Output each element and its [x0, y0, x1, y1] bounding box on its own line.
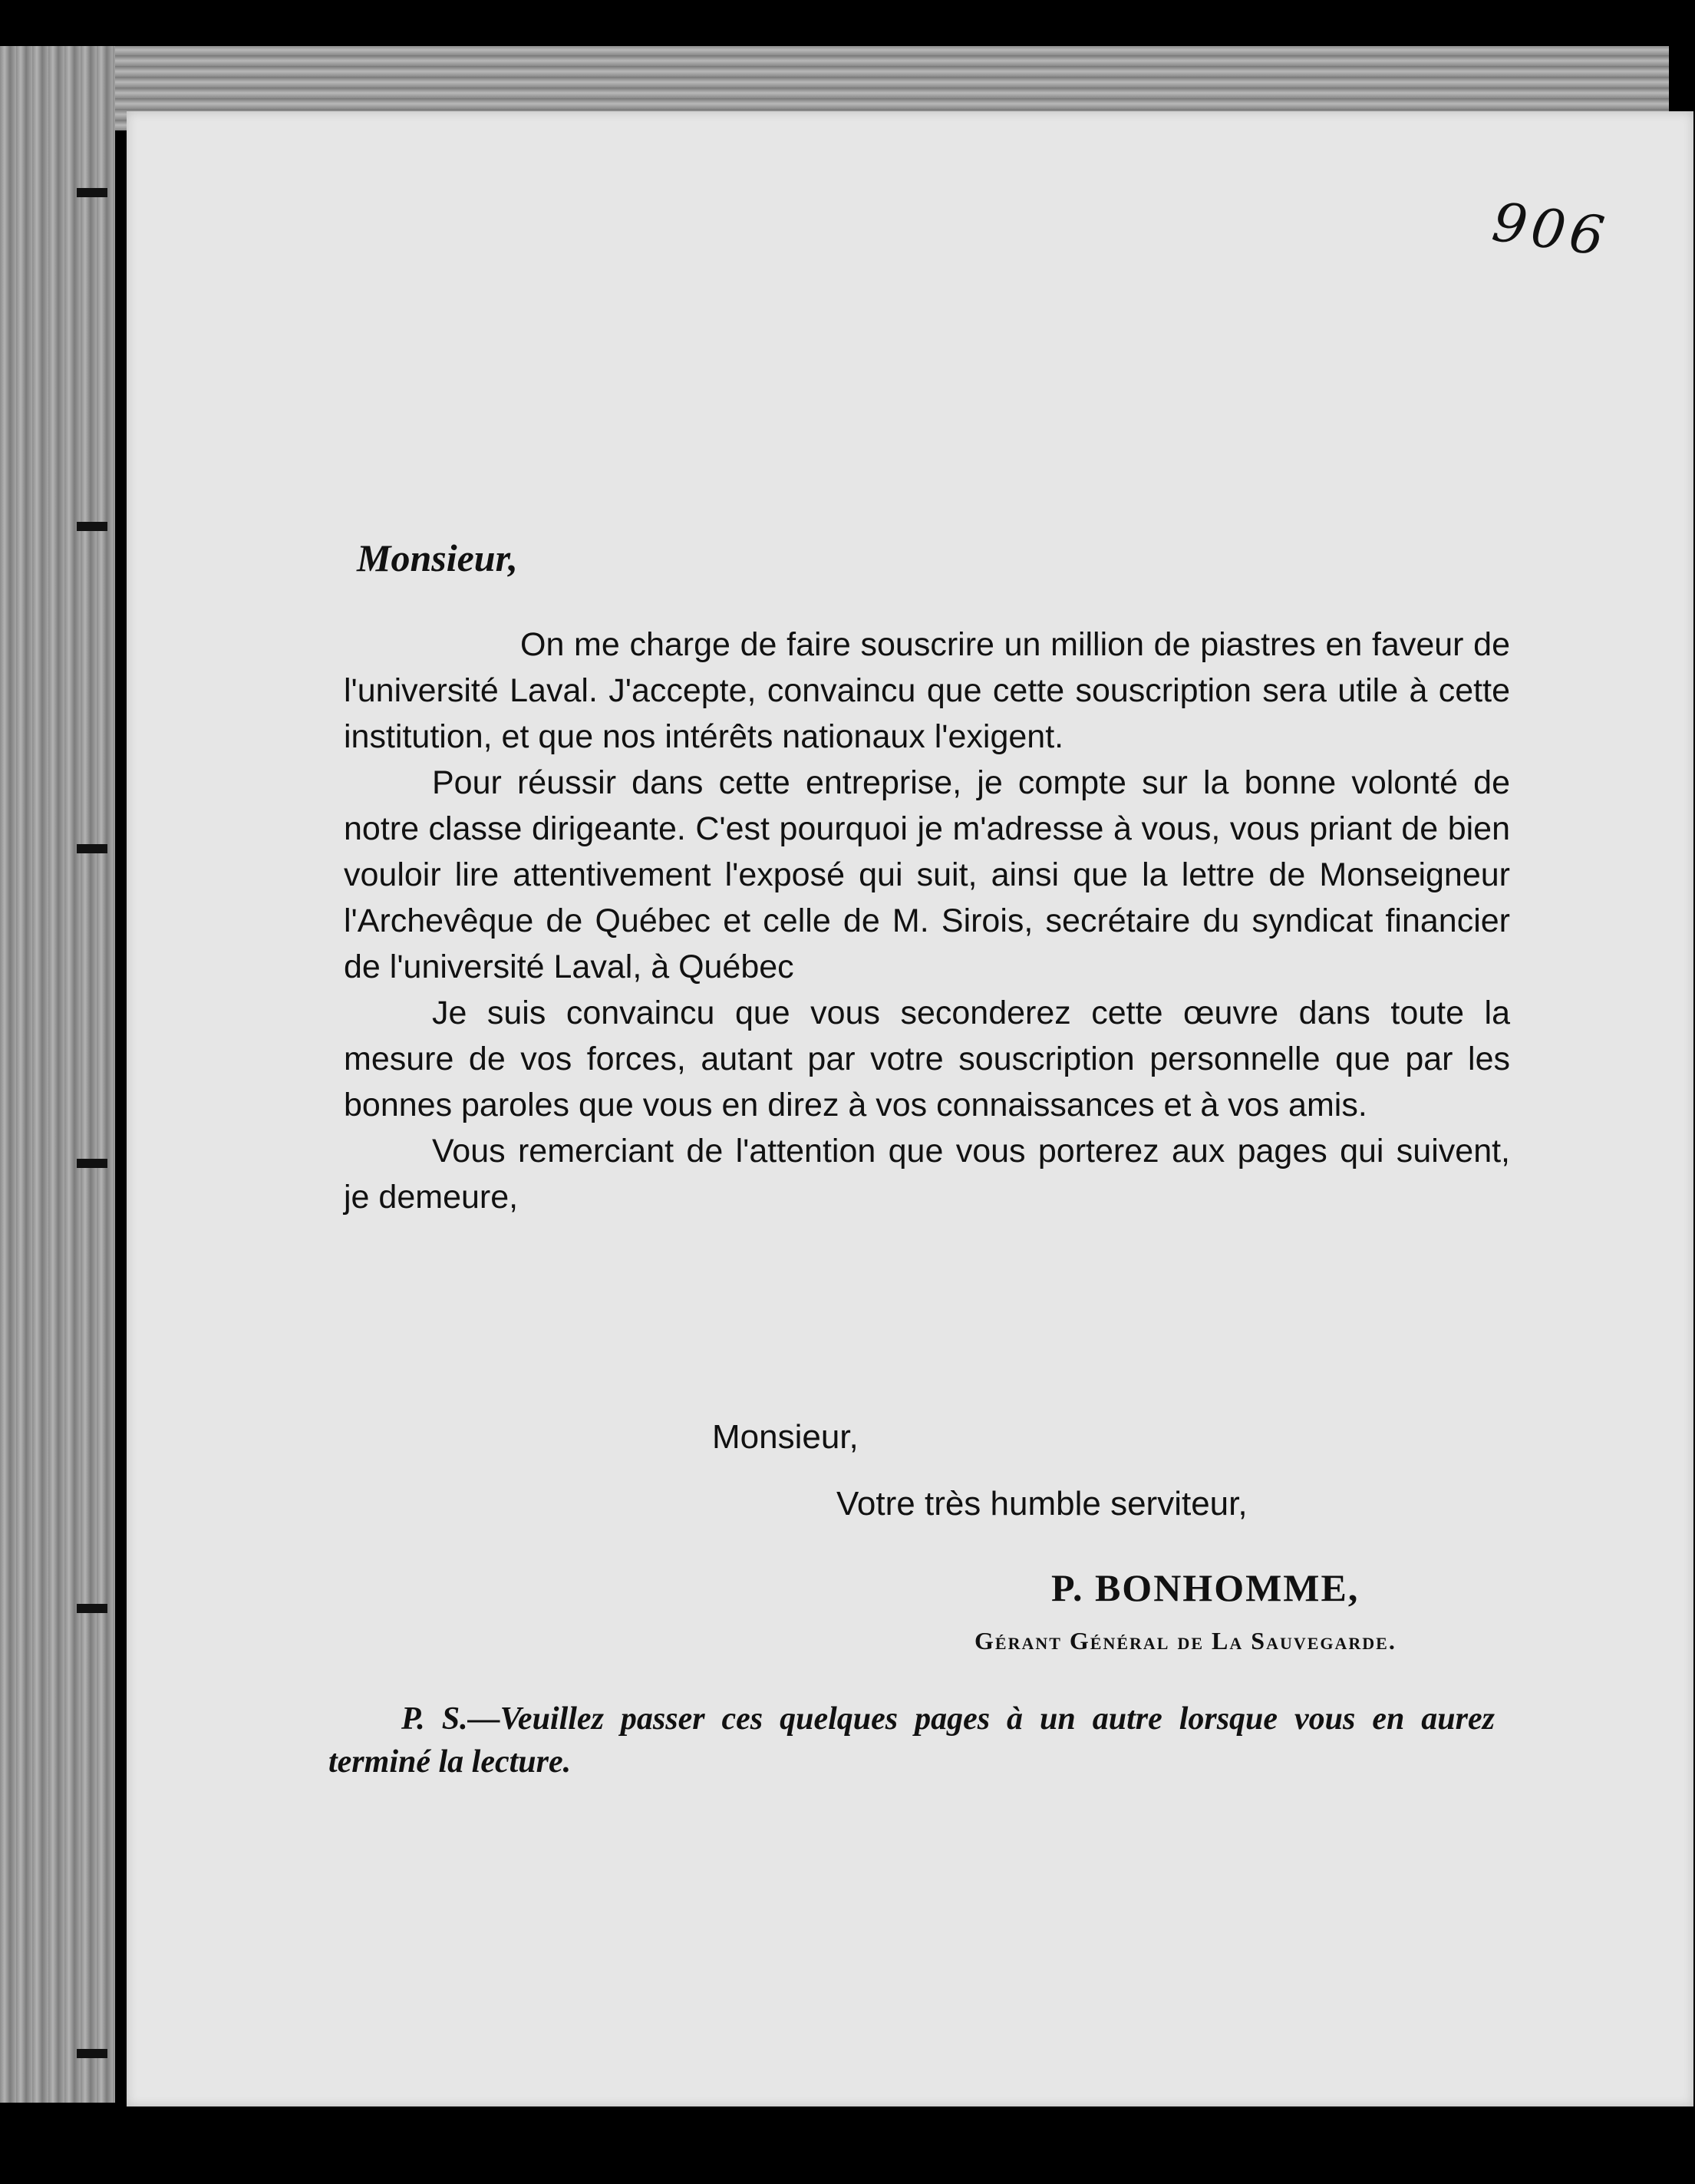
- binding-mark: [77, 188, 107, 197]
- signature-title: Gérant Général de La Sauvegarde.: [974, 1627, 1397, 1654]
- closing-salutation: Monsieur,: [712, 1418, 859, 1456]
- paragraph: On me charge de faire souscrire un million de piastres en faveur de l'université Laval. J'accepte, convaincu que cette souscription sera utile à cette institution, et que nos intérêts nationaux l'exigent.: [344, 626, 1510, 755]
- page-number: 906: [1489, 190, 1613, 269]
- binding-mark: [77, 1159, 107, 1168]
- binding-mark: [77, 522, 107, 531]
- binding-mark: [77, 2049, 107, 2058]
- binding-mark: [77, 1604, 107, 1613]
- closing-formula: Votre très humble serviteur,: [836, 1485, 1248, 1523]
- signature-name: P. BONHOMME,: [1051, 1566, 1360, 1609]
- binding-mark: [77, 844, 107, 853]
- paragraph: Je suis convaincu que vous seconderez cette œuvre dans toute la mesure de vos forces, autant par votre souscription personnelle que par les bonnes paroles que vous en direz à vos connaissances et à vos amis.: [344, 995, 1510, 1123]
- paragraph: Vous remerciant de l'attention que vous porterez aux pages qui suivent, je demeure,: [344, 1133, 1510, 1216]
- postscript: P. S.—Veuillez passer ces quelques pages à un autre lorsque vous en aurez terminé la lecture.: [328, 1701, 1495, 1780]
- salutation: Monsieur,: [357, 536, 518, 579]
- page-edge-left: [0, 46, 115, 2103]
- paragraph: Pour réussir dans cette entreprise, je compte sur la bonne volonté de notre classe dirigeante. C'est pourquoi je m'adresse à vous, vous priant de bien vouloir lire attentivement l'exposé qui suit, ainsi que la lettre de Monseigneur l'Archevêque de Québec et celle de M. Sirois, secrétaire du syndicat financier de l'université Laval, à Québec: [344, 764, 1510, 985]
- letter-body: [344, 622, 1510, 1220]
